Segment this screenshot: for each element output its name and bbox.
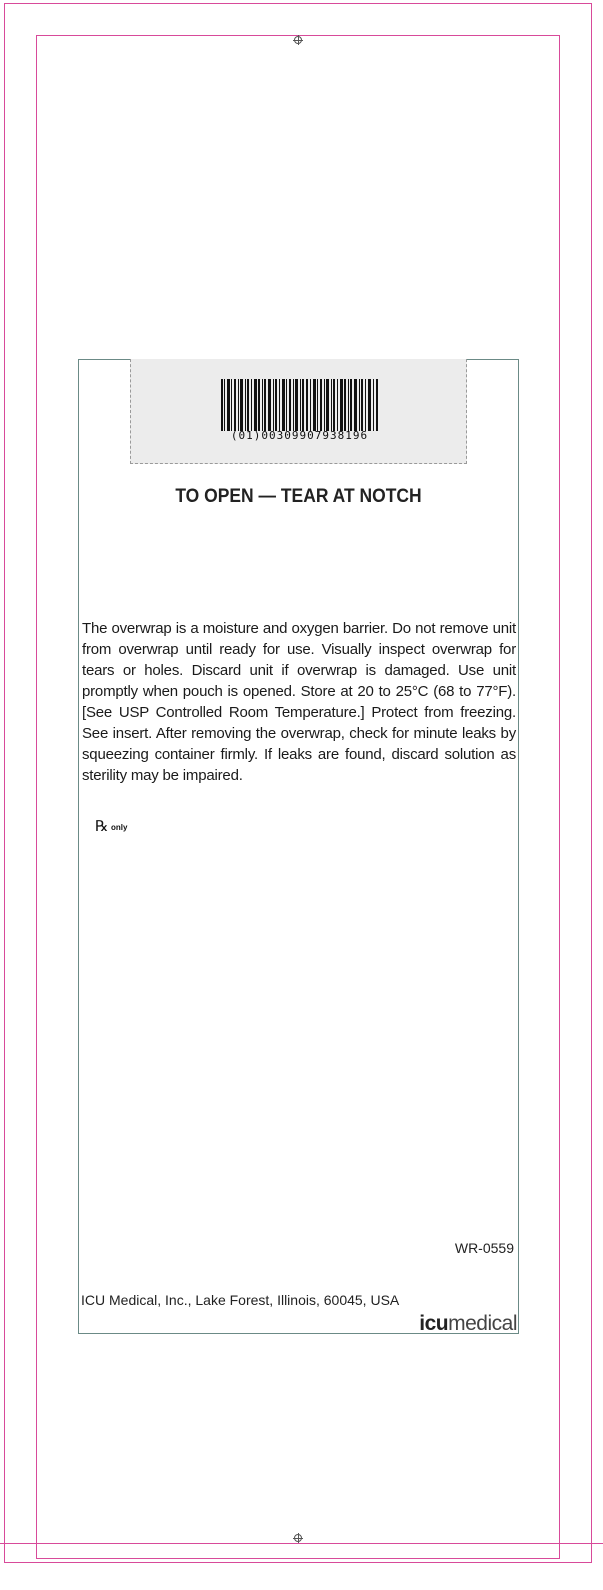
open-instruction-heading: TO OPEN — TEAR AT NOTCH — [175, 486, 422, 507]
registration-mark-bottom — [294, 1534, 302, 1542]
registration-mark-top — [294, 36, 302, 44]
barcode-number: (01)00309907938196 — [230, 429, 369, 442]
rx-icon: ℞ — [95, 819, 109, 835]
logo-light-part: medical — [448, 1312, 517, 1335]
rx-only-label: only — [111, 823, 128, 832]
barcode-area — [130, 359, 467, 464]
overwrap-warning-text: The overwrap is a moisture and oxygen barrier. Do not remove unit from overwrap until ready for use. Visually inspect overwrap for tears or holes. Discard unit if overwrap is damaged. Use unit promptly when pouch is opened. Store at 20 to 25°C (68 to 77°F). [See USP Controlled Room Temperature.] Protect from freezing. See insert. After removing the overwrap, check for minute leaks by squeezing container firmly. If leaks are found, discard solution as sterility may be impaired. — [82, 620, 516, 784]
label-panel — [78, 359, 519, 1334]
logo-bold-part: icu — [419, 1312, 449, 1335]
product-code: WR-0559 — [454, 1240, 514, 1256]
icu-medical-logo — [419, 1313, 517, 1335]
manufacturer-address: ICU Medical, Inc., Lake Forest, Illinois, 60045, USA — [81, 1292, 400, 1308]
barcode-icon — [221, 379, 378, 431]
